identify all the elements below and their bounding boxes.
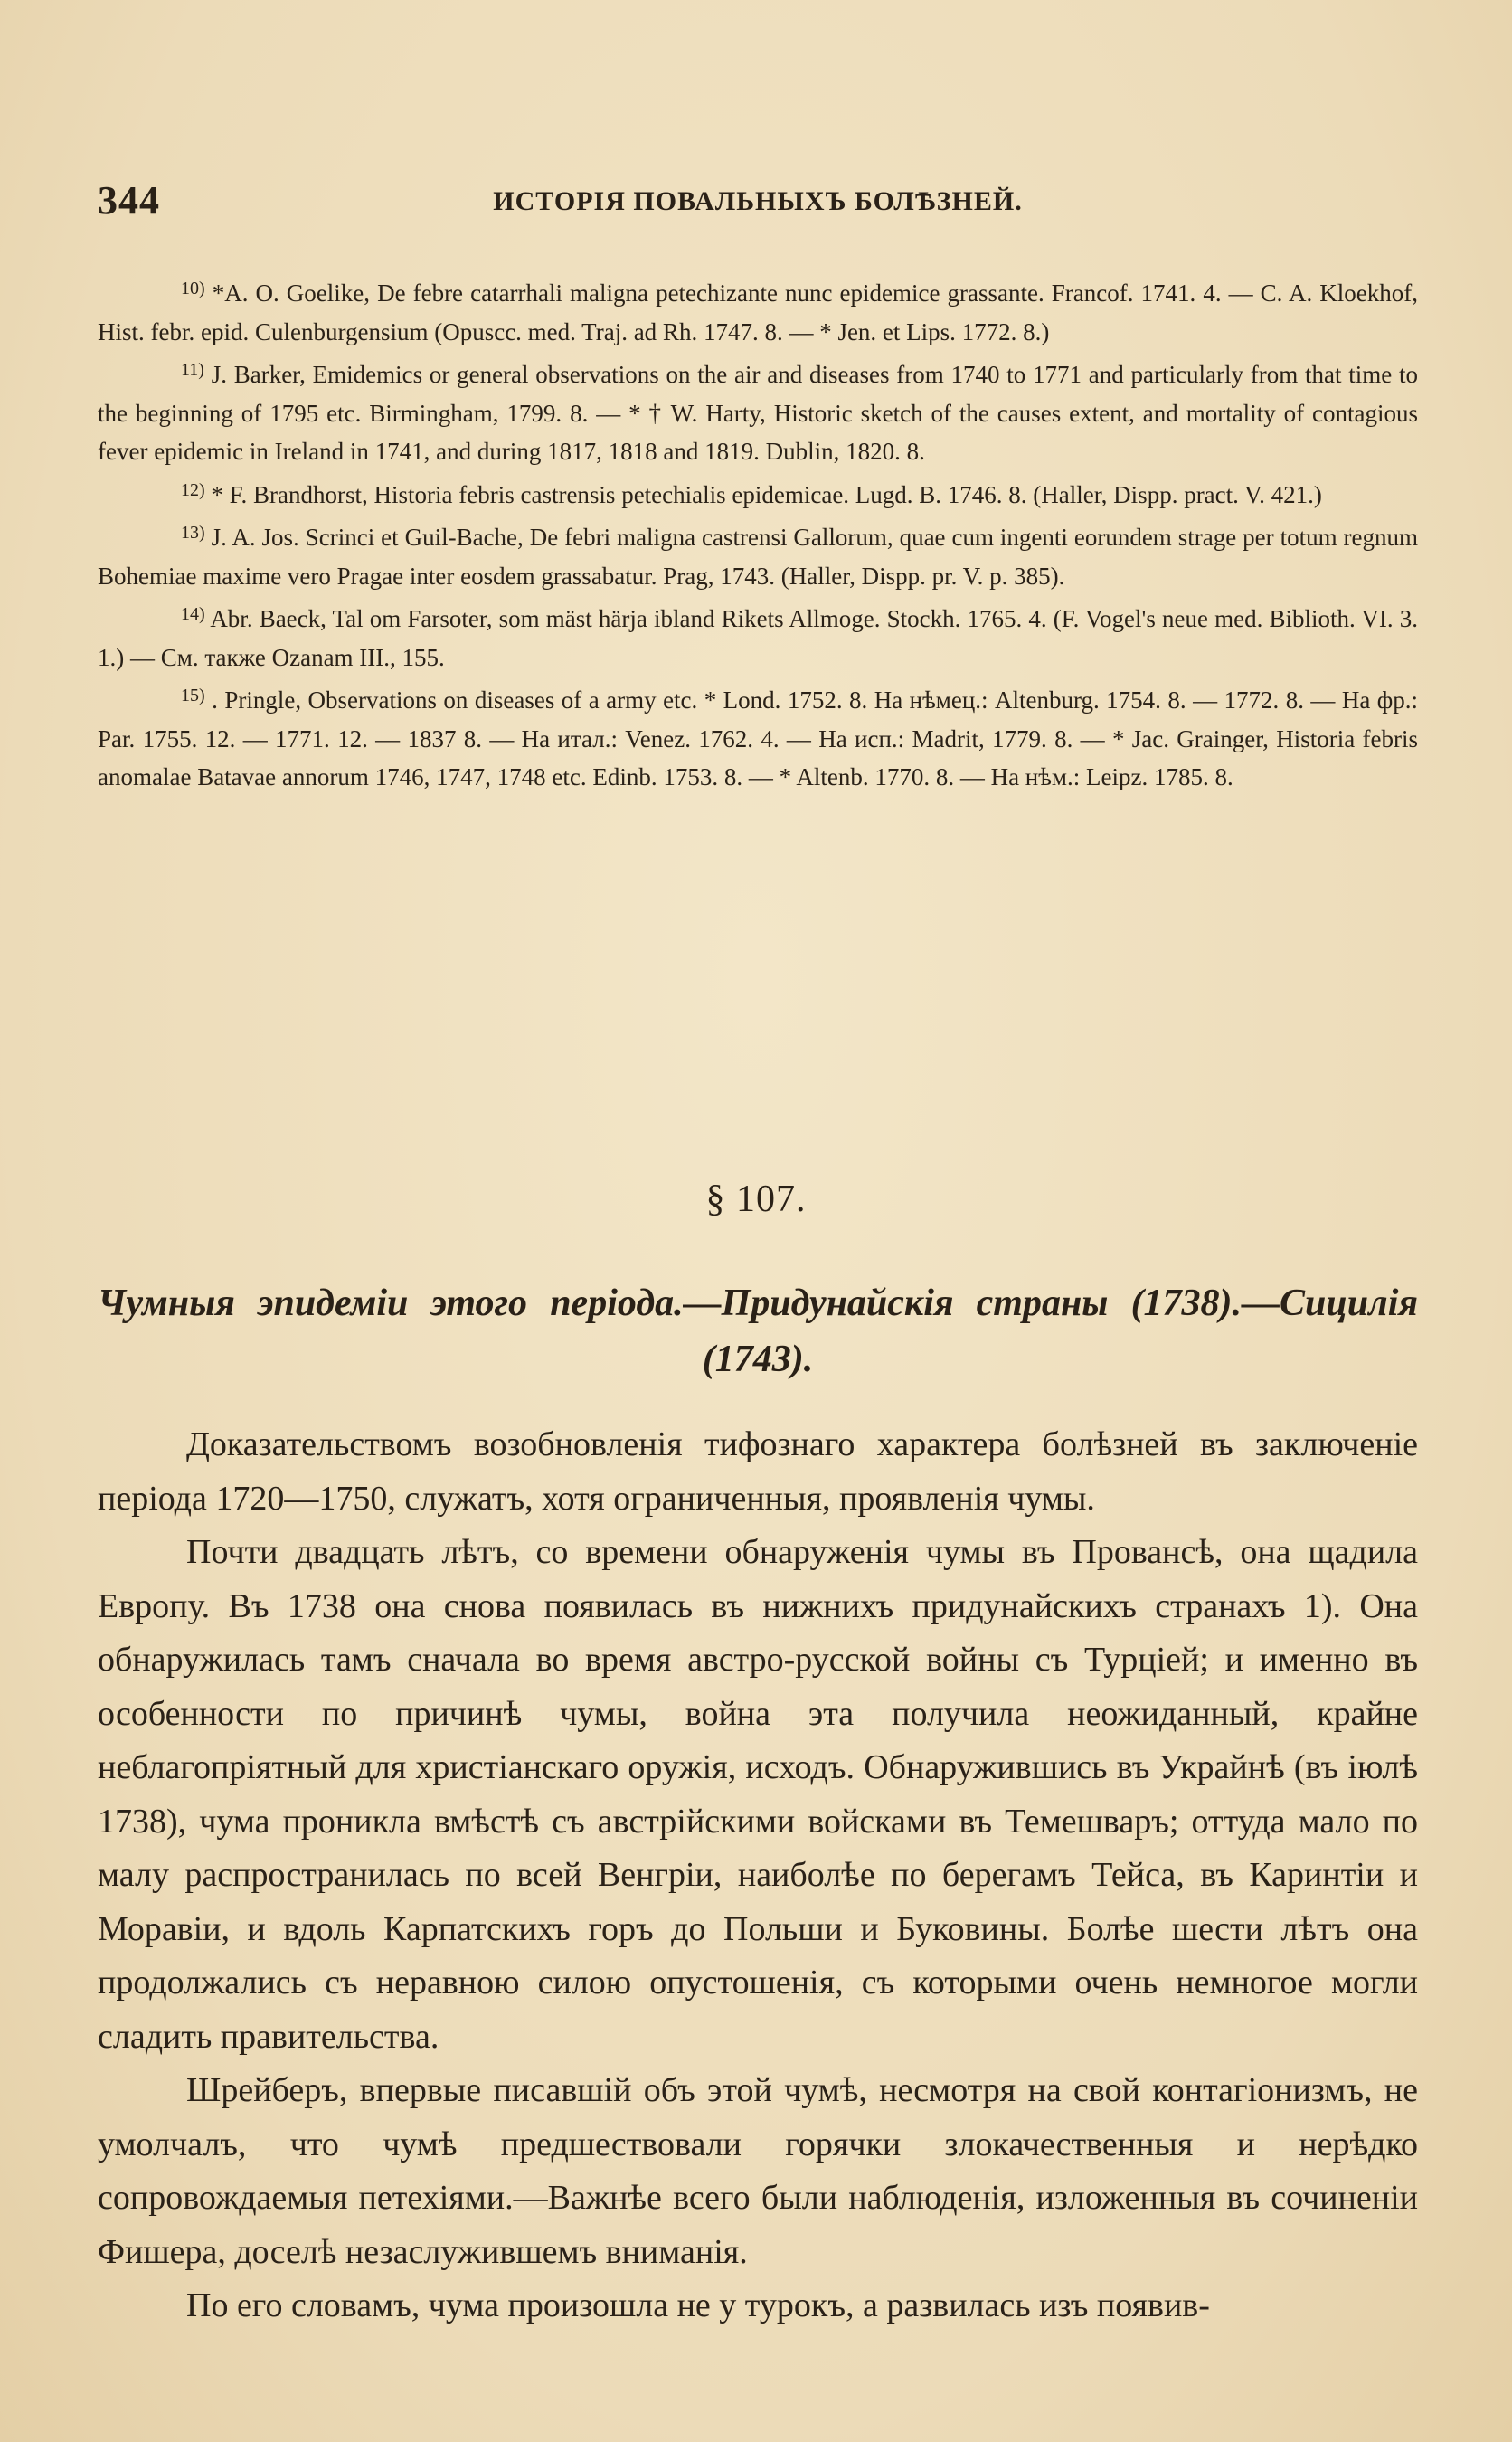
footnote-mark: 15): [181, 686, 205, 705]
footnote: [98, 270, 1418, 351]
section-number: § 107.: [705, 1178, 807, 1220]
footnote: [98, 595, 1418, 677]
footnote-text: . Pringle, Observations on diseases of a army etc. * Lond. 1752. 8. На нѣмец.: Altenburg. 1754. 8. — 1772. 8. — На фр.: Par. 1755. 12. — 1771. 12. — 1837 8. — На итал.: Venez. 1762. 4. — На исп.: Madrit, 1779. 8. — * Jac. Grainger, Historia febris anomalae Batavae annorum 1746, 1747, 1748 etc. Edinb. 1753. 8. — * Altenb. 1770. 8. — На нѣм.: Leipz. 1785. 8.: [98, 686, 1419, 790]
footnote-text: * F. Brandhorst, Historia febris castrensis petechialis epidemicae. Lugd. B. 1746. 8. (Haller, Dispp. pract. V. 421.): [211, 480, 1322, 508]
footnote-mark: 14): [181, 604, 205, 624]
footnote-text: Abr. Baeck, Tal om Farsoter, som mäst härja ibland Rikets Allmoge. Stockh. 1765. 4. (F. Vogel's neue med. Biblioth. VI. 3. 1.) — См. также Ozanam III., 155.: [98, 605, 1418, 671]
footnote-mark: 12): [181, 479, 205, 500]
page-header: [98, 177, 1418, 222]
paragraph: Почти двадцать лѣтъ, со времени обнаруженія чумы въ Провансѣ, она щадила Европу. Въ 1738 она снова появилась въ нижнихъ придунайскихъ странахъ 1). Она обнаружилась тамъ сначала во время австро-русской войны съ Турціей; и именно въ особенности по причинѣ чумы, война эта получила неожиданный, крайне неблагопріятный для христіанскаго оружія, исходъ. Обнаружившись въ Украйнѣ (въ іюлѣ 1738), чума проникла вмѣстѣ съ австрійскими войсками въ Темешваръ; оттуда мало по малу распространилась по всей Венгріи, наиболѣе по берегамъ Тейса, въ Каринтіи и Моравіи, и вдоль Карпатскихъ горъ до Польши и Буковины. Болѣе шести лѣтъ она продолжались съ неравною силою опустошенія, съ которыми очень немногое могли сладить правительства.: [98, 1533, 1418, 2056]
footnote-mark: 13): [181, 523, 205, 543]
footnote-text: J. A. Jos. Scrinci et Guil-Bache, De febri maligna castrensi Gallorum, quae cum ingenti eorundem strage per totum regnum Bohemiae maxime vero Pragae inter eosdem grassabatur. Prag, 1743. (Haller, Dispp. pr. V. p. 385).: [98, 524, 1419, 590]
footnote-mark: 10): [181, 279, 205, 298]
running-head: ИСТОРІЯ ПОВАЛЬНЫХЪ БОЛѢЗНЕЙ.: [493, 186, 1023, 216]
footnotes: [98, 270, 1418, 797]
footnote-mark: 11): [181, 360, 204, 380]
paragraph: Доказательствомъ возобновленія тифознаго характера болѣзней въ заключеніе періода 1720—1750, служатъ, хотя ограниченныя, проявленія чумы.: [98, 1425, 1418, 1518]
footnote: [98, 514, 1418, 595]
footnote: [98, 351, 1418, 471]
paragraph: По его словамъ, чума произошла не у турокъ, а развилась изъ появив-: [186, 2286, 1210, 2324]
section-title: Чумныя эпидеміи этого періода.—Придунайскія страны (1738).—Сицилія (1743).: [98, 1283, 1418, 1380]
body-text: [98, 1418, 1418, 2333]
page-number: 344: [98, 178, 160, 222]
footnote-text: J. Barker, Emidemics or general observations on the air and diseases from 1740 to 1771 and particularly from that time to the beginning of 1795 etc. Birmingham, 1799. 8. — * † W. Harty, Historic sketch of the causes extent, and mortality of contagious fever epidemic in Ireland in 1741, and during 1817, 1818 and 1819. Dublin, 1820. 8.: [98, 361, 1419, 465]
footnote-text: *A. O. Goelike, De febre catarrhali maligna petechizante nunc epidemice grassante. Francof. 1741. 4. — C. A. Kloekhof, Hist. febr. epid. Culenburgensium (Opuscc. med. Traj. ad Rh. 1747. 8. — * Jen. et Lips. 1772. 8.): [98, 279, 1418, 345]
footnote: [98, 677, 1418, 797]
footnote: [98, 471, 1418, 515]
paragraph: Шрейберъ, впервые писавшій объ этой чумѣ, несмотря на свой контагіонизмъ, не умолчалъ, что чумѣ предшествовали горячки злокачественныя и нерѣдко сопровождаемыя петехіями.—Важнѣе всего были наблюденія, изложенныя въ сочиненіи Фишера, доселѣ незаслужившемъ вниманія.: [98, 2071, 1418, 2271]
